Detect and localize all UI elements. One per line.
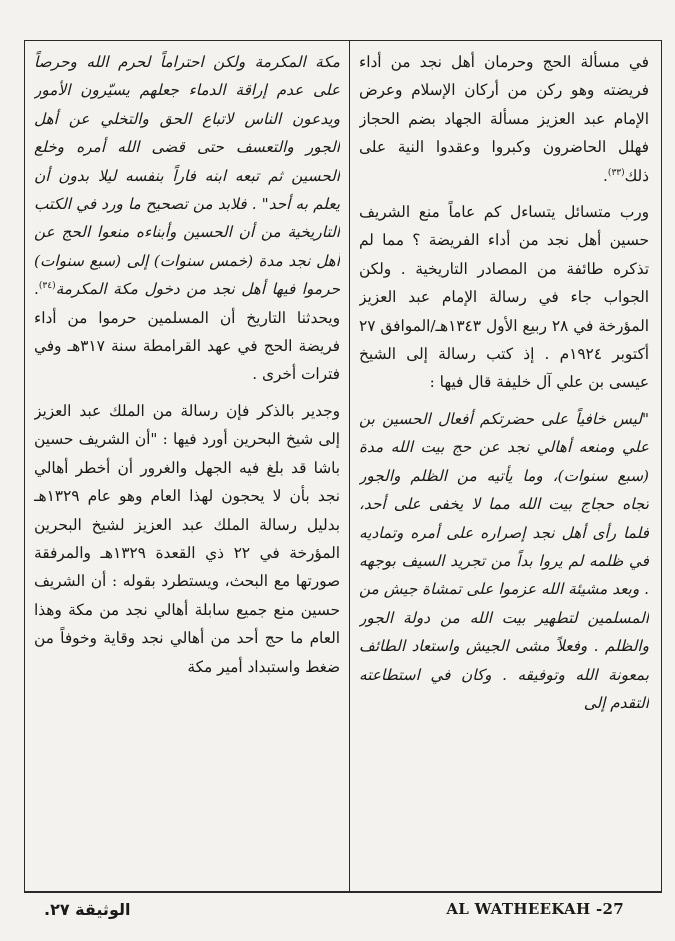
left-paragraph-1-text: مكة المكرمة ولكن احتراماً لحرم الله وحرصاً على عدم إراقة الدماء جعلهم يسيّرون الأمور ويدعون الناس لاتباع الحق والتخلي عن أهل الجور والتعسف حتى قضى الله أمره وخلع الحسين ثم تبعه ابنه فاراً بنفسه ليلا بدون أن يعلم به أحد" . فلابد من تصحيح ما ورد في الكتب التاريخية من أن الحسين وأبناءه منعوا الحج عن أهل نجد مدة (خمس سنوات) إلى (سبع سنوات) حرموا فيها أهل نجد من دخول مكة المكرمة (34, 53, 340, 299)
right-paragraph-1 (359, 48, 649, 190)
footnote-ref-34: (٣٤) (38, 281, 56, 292)
right-quote-paragraph: "ليس خافياً على حضرتكم أفعال الحسين بن علي ومنعه أهالي نجد عن حج بيت الله مدة (سبع سنوات)، وما يأتيه من الظلم والجور تجاه حجاج بيت الله مما لا يخفى على أحد، فلما رأى أهل نجد إصراره على أمره وتماديه في ظلمه لم يروا بداً من تجريد السيف بوجهه . وبعد مشيئة الله عزموا على تمشاة جيش من المسلمين لتطهير بيت الله من دولة الجور والظلم . وفعلاً مشى الجيش واستعاد الطائف بمعونة الله وتوفيقه . وكان في استطاعته التقدم إلى (359, 409, 649, 712)
right-paragraph-1-end: . (603, 166, 608, 185)
left-paragraph-1 (34, 48, 340, 389)
left-paragraph-1-end: . ويحدثنا التاريخ أن المسلمين حرموا من أداء فريضة الحج في عهد القرامطة سنة ٣١٧هـ وفي فترات أخرى . (34, 280, 340, 384)
footer-rule (24, 892, 662, 893)
column-divider (349, 40, 350, 892)
right-column (359, 48, 649, 888)
footer-english-label: AL WATHEEKAH -27 (446, 900, 624, 918)
page (14, 14, 660, 926)
footer-arabic-label: الوثيقة ٢٧. (44, 900, 131, 919)
right-paragraph-2: ورب متسائل يتساءل كم عاماً منع الشريف حسين أهل نجد من أداء الفريضة ؟ مما لم تذكره طائفة من المصادر التاريخية . ولكن الجواب جاء في رسالة الإمام عبد العزيز المؤرخة في ٢٨ ربيع الأول ١٣٤٣هـ/الموافق ٢٧ أكتوبر ١٩٢٤م . إذ كتب رسالة إلى الشيخ عيسى بن علي آل خليفة قال فيها : (359, 203, 649, 392)
left-paragraph-2: وجدير بالذكر فإن رسالة من الملك عبد العزيز إلى شيخ البحرين أورد فيها : "أن الشريف حسين باشا قد بلغ فيه الجهل والغرور أن أخطر أهالي نجد بأن لا يحجون لهذا العام وهو عام ١٣٢٩هـ بدليل رسالة الملك عبد العزيز لشيخ البحرين المؤرخة في ٢٢ ذي القعدة ١٣٢٩هـ والمرفقة صورتها مع البحث، ويستطرد بقوله : أن الشريف حسين منع جميع سابلة أهالي نجد من مكة وهذا العام ما حج أحد من أهالي نجد وقاية وخوفاً من ضغط واستبداد أمير مكة (34, 401, 340, 676)
right-paragraph-1-text: في مسألة الحج وحرمان أهل نجد من أداء فريضته وهو ركن من أركان الإسلام وعرض الإمام عبد العزيز مسألة الجهاد بضم الحجاز فهلل الحاضرون وكبروا وعقدوا النية على ذلك (359, 53, 649, 185)
footnote-ref-33: (٣٣) (607, 167, 625, 178)
left-column (34, 48, 340, 888)
